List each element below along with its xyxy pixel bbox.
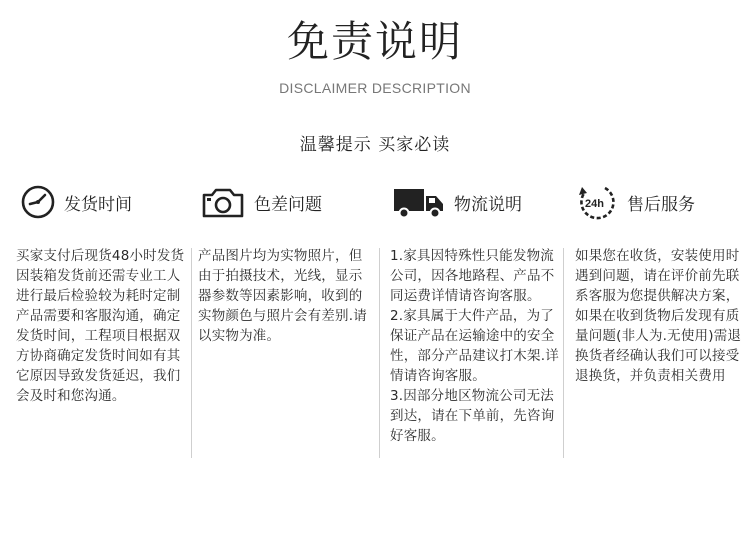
section-shipping-time <box>16 182 186 406</box>
truck-icon <box>390 182 450 222</box>
section-logistics <box>390 182 560 446</box>
notice-heading: 温馨提示 买家必读 <box>299 135 451 155</box>
section-paragraph: 买家支付后现货48小时发货因装箱发货前还需专业工人进行最后检验较为耗时定制产品需要和客服沟通，确定发货时间，工程项目根据双方协商确定发货时间如有其它原因导致发货延迟，我们会及时和您沟通。 <box>16 248 185 404</box>
section-header <box>198 182 368 222</box>
section-header <box>390 182 560 222</box>
clock-icon <box>16 182 60 222</box>
page-subtitle: DISCLAIMER DESCRIPTION <box>279 80 471 96</box>
column-divider <box>379 248 380 458</box>
svg-text:24h: 24h <box>585 198 604 210</box>
section-title: 色差问题 <box>254 194 322 215</box>
camera-icon <box>198 182 250 222</box>
page-title: 免责说明 <box>286 17 463 66</box>
section-title: 售后服务 <box>627 194 695 215</box>
section-header <box>575 182 745 222</box>
section-paragraph: 3.因部分地区物流公司无法到达，请在下单前，先咨询好客服。 <box>390 388 555 444</box>
column-divider <box>563 248 564 458</box>
section-body <box>390 246 560 446</box>
24h-service-icon <box>575 182 623 222</box>
section-header <box>16 182 186 222</box>
section-paragraph: 2.家具属于大件产品，为了保证产品在运输途中的安全性，部分产品建议打木架.详情请咨询客服。 <box>390 308 559 384</box>
section-paragraph: 1.家具因特殊性只能发物流公司，因各地路程、产品不同运费详情请咨询客服。 <box>390 248 555 304</box>
section-title: 物流说明 <box>454 194 522 215</box>
section-body <box>198 246 368 346</box>
section-title: 发货时间 <box>64 194 132 215</box>
section-paragraph: 如果您在收货，安装使用时遇到问题，请在评价前先联系客服为您提供解决方案，如果在收到货物后发现有质量问题(非人为.无使用)需退换货者经确认我们可以接受退换货，并负责相关费用 <box>575 248 742 384</box>
section-after-sales <box>575 182 745 386</box>
column-divider <box>191 248 192 458</box>
section-color-difference <box>198 182 368 346</box>
section-paragraph: 产品图片均为实物照片，但由于拍摄技术，光线，显示器参数等因素影响，收到的实物颜色与照片会有差别.请以实物为准。 <box>198 248 367 344</box>
section-body <box>16 246 186 406</box>
section-body <box>575 246 745 386</box>
